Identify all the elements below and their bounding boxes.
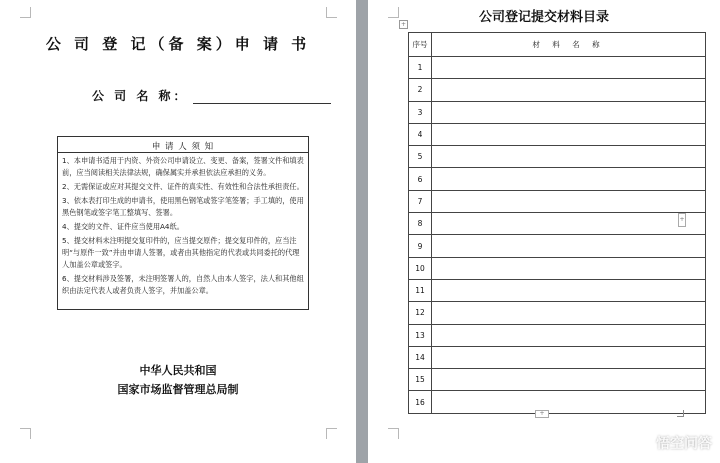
issuer-agency: 国家市场监督管理总局制 bbox=[117, 383, 239, 396]
row-serial-number: 11 bbox=[409, 279, 432, 301]
table-row bbox=[409, 79, 706, 101]
material-name-cell[interactable] bbox=[432, 190, 706, 212]
material-name-cell[interactable] bbox=[432, 369, 706, 391]
company-name-label: 公 司 名 称： bbox=[92, 89, 189, 103]
table-row bbox=[409, 101, 706, 123]
material-name-cell[interactable] bbox=[432, 324, 706, 346]
notice-item: 3、依本表打印生成的申请书，使用黑色钢笔或签字笔签署；手工填的，使用黑色钢笔或签字笔工整填写、签署。 bbox=[62, 196, 304, 217]
material-name-cell[interactable] bbox=[432, 391, 706, 413]
table-row bbox=[409, 146, 706, 168]
table-row bbox=[409, 57, 706, 79]
table-row bbox=[409, 235, 706, 257]
table-move-handle-icon[interactable]: + bbox=[400, 21, 407, 28]
material-name-cell[interactable] bbox=[432, 79, 706, 101]
row-serial-number: 10 bbox=[409, 257, 432, 279]
row-serial-number: 6 bbox=[409, 168, 432, 190]
table-row bbox=[409, 369, 706, 391]
row-serial-number: 15 bbox=[409, 369, 432, 391]
notice-item: 5、提交材料未注明提交复印件的，应当提交原件；提交复印件的，应当注明“与原件一致”并由申请人签署，或者由其他指定的代表或共同委托的代理人加盖公章或签字。 bbox=[62, 236, 300, 269]
row-serial-number: 2 bbox=[409, 79, 432, 101]
document-page-right bbox=[368, 0, 720, 463]
row-serial-number: 16 bbox=[409, 391, 432, 413]
notice-title: 申 请 人 须 知 bbox=[58, 140, 308, 153]
watermark bbox=[639, 433, 712, 453]
page-corner-mark bbox=[20, 428, 31, 439]
table-row bbox=[409, 324, 706, 346]
watermark-text: 悟空问答 bbox=[656, 436, 712, 452]
materials-table bbox=[408, 32, 706, 414]
table-row bbox=[409, 213, 706, 235]
table-row bbox=[409, 190, 706, 212]
document-page-left bbox=[0, 0, 356, 463]
materials-list-title: 公司登记提交材料目录 bbox=[478, 10, 609, 25]
table-row bbox=[409, 168, 706, 190]
notice-item: 4、提交的文件、证件应当使用A4纸。 bbox=[62, 222, 184, 231]
material-name-cell[interactable] bbox=[432, 101, 706, 123]
table-resize-handle[interactable] bbox=[677, 410, 684, 417]
page-corner-mark bbox=[20, 7, 31, 18]
header-serial: 序号 bbox=[409, 33, 432, 57]
material-name-cell[interactable] bbox=[432, 123, 706, 145]
material-name-cell[interactable] bbox=[432, 346, 706, 368]
table-row bbox=[409, 123, 706, 145]
table-row bbox=[409, 279, 706, 301]
row-serial-number: 1 bbox=[409, 57, 432, 79]
notice-item: 6、提交材料涉及签署，未注明签署人的，自然人由本人签字，法人和其他组织由法定代表人或者负责人签字，并加盖公章。 bbox=[62, 274, 304, 295]
material-name-cell[interactable] bbox=[432, 235, 706, 257]
add-column-icon[interactable]: + bbox=[678, 213, 686, 227]
header-material-name: 材 料 名 称 bbox=[432, 33, 706, 57]
material-name-cell[interactable] bbox=[432, 257, 706, 279]
notice-item: 1、本申请书适用于内资、外资公司申请设立、变更、备案，签署文件和填表前，应当阅读相关法律法规，确保属实并承担依法应承担的义务。 bbox=[62, 156, 304, 177]
row-serial-number: 12 bbox=[409, 302, 432, 324]
notice-item: 2、无需保证或应对其提交文件、证件的真实性、有效性和合法性承担责任。 bbox=[62, 182, 304, 191]
row-serial-number: 8 bbox=[409, 213, 432, 235]
issuer-country: 中华人民共和国 bbox=[139, 364, 217, 377]
row-serial-number: 9 bbox=[409, 235, 432, 257]
table-row bbox=[409, 302, 706, 324]
add-row-icon[interactable]: + bbox=[535, 410, 549, 418]
table-row bbox=[409, 346, 706, 368]
material-name-cell[interactable] bbox=[432, 57, 706, 79]
row-serial-number: 5 bbox=[409, 146, 432, 168]
company-name-field[interactable] bbox=[193, 91, 331, 104]
wukong-logo-icon bbox=[639, 437, 653, 451]
material-name-cell[interactable] bbox=[432, 279, 706, 301]
table-row bbox=[409, 391, 706, 413]
material-name-cell[interactable] bbox=[432, 146, 706, 168]
page-corner-mark bbox=[326, 7, 337, 18]
page-corner-mark bbox=[326, 428, 337, 439]
row-serial-number: 3 bbox=[409, 101, 432, 123]
row-serial-number: 4 bbox=[409, 123, 432, 145]
applicant-notice-box bbox=[57, 136, 309, 310]
row-serial-number: 13 bbox=[409, 324, 432, 346]
material-name-cell[interactable] bbox=[432, 302, 706, 324]
material-name-cell[interactable] bbox=[432, 213, 706, 235]
company-name-row bbox=[92, 87, 331, 104]
row-serial-number: 7 bbox=[409, 190, 432, 212]
page-corner-mark bbox=[388, 428, 399, 439]
material-name-cell[interactable] bbox=[432, 168, 706, 190]
row-serial-number: 14 bbox=[409, 346, 432, 368]
table-row bbox=[409, 257, 706, 279]
table-header-row bbox=[409, 33, 706, 57]
application-title: 公 司 登 记（备 案）申 请 书 bbox=[45, 35, 311, 53]
notice-items bbox=[58, 153, 308, 297]
